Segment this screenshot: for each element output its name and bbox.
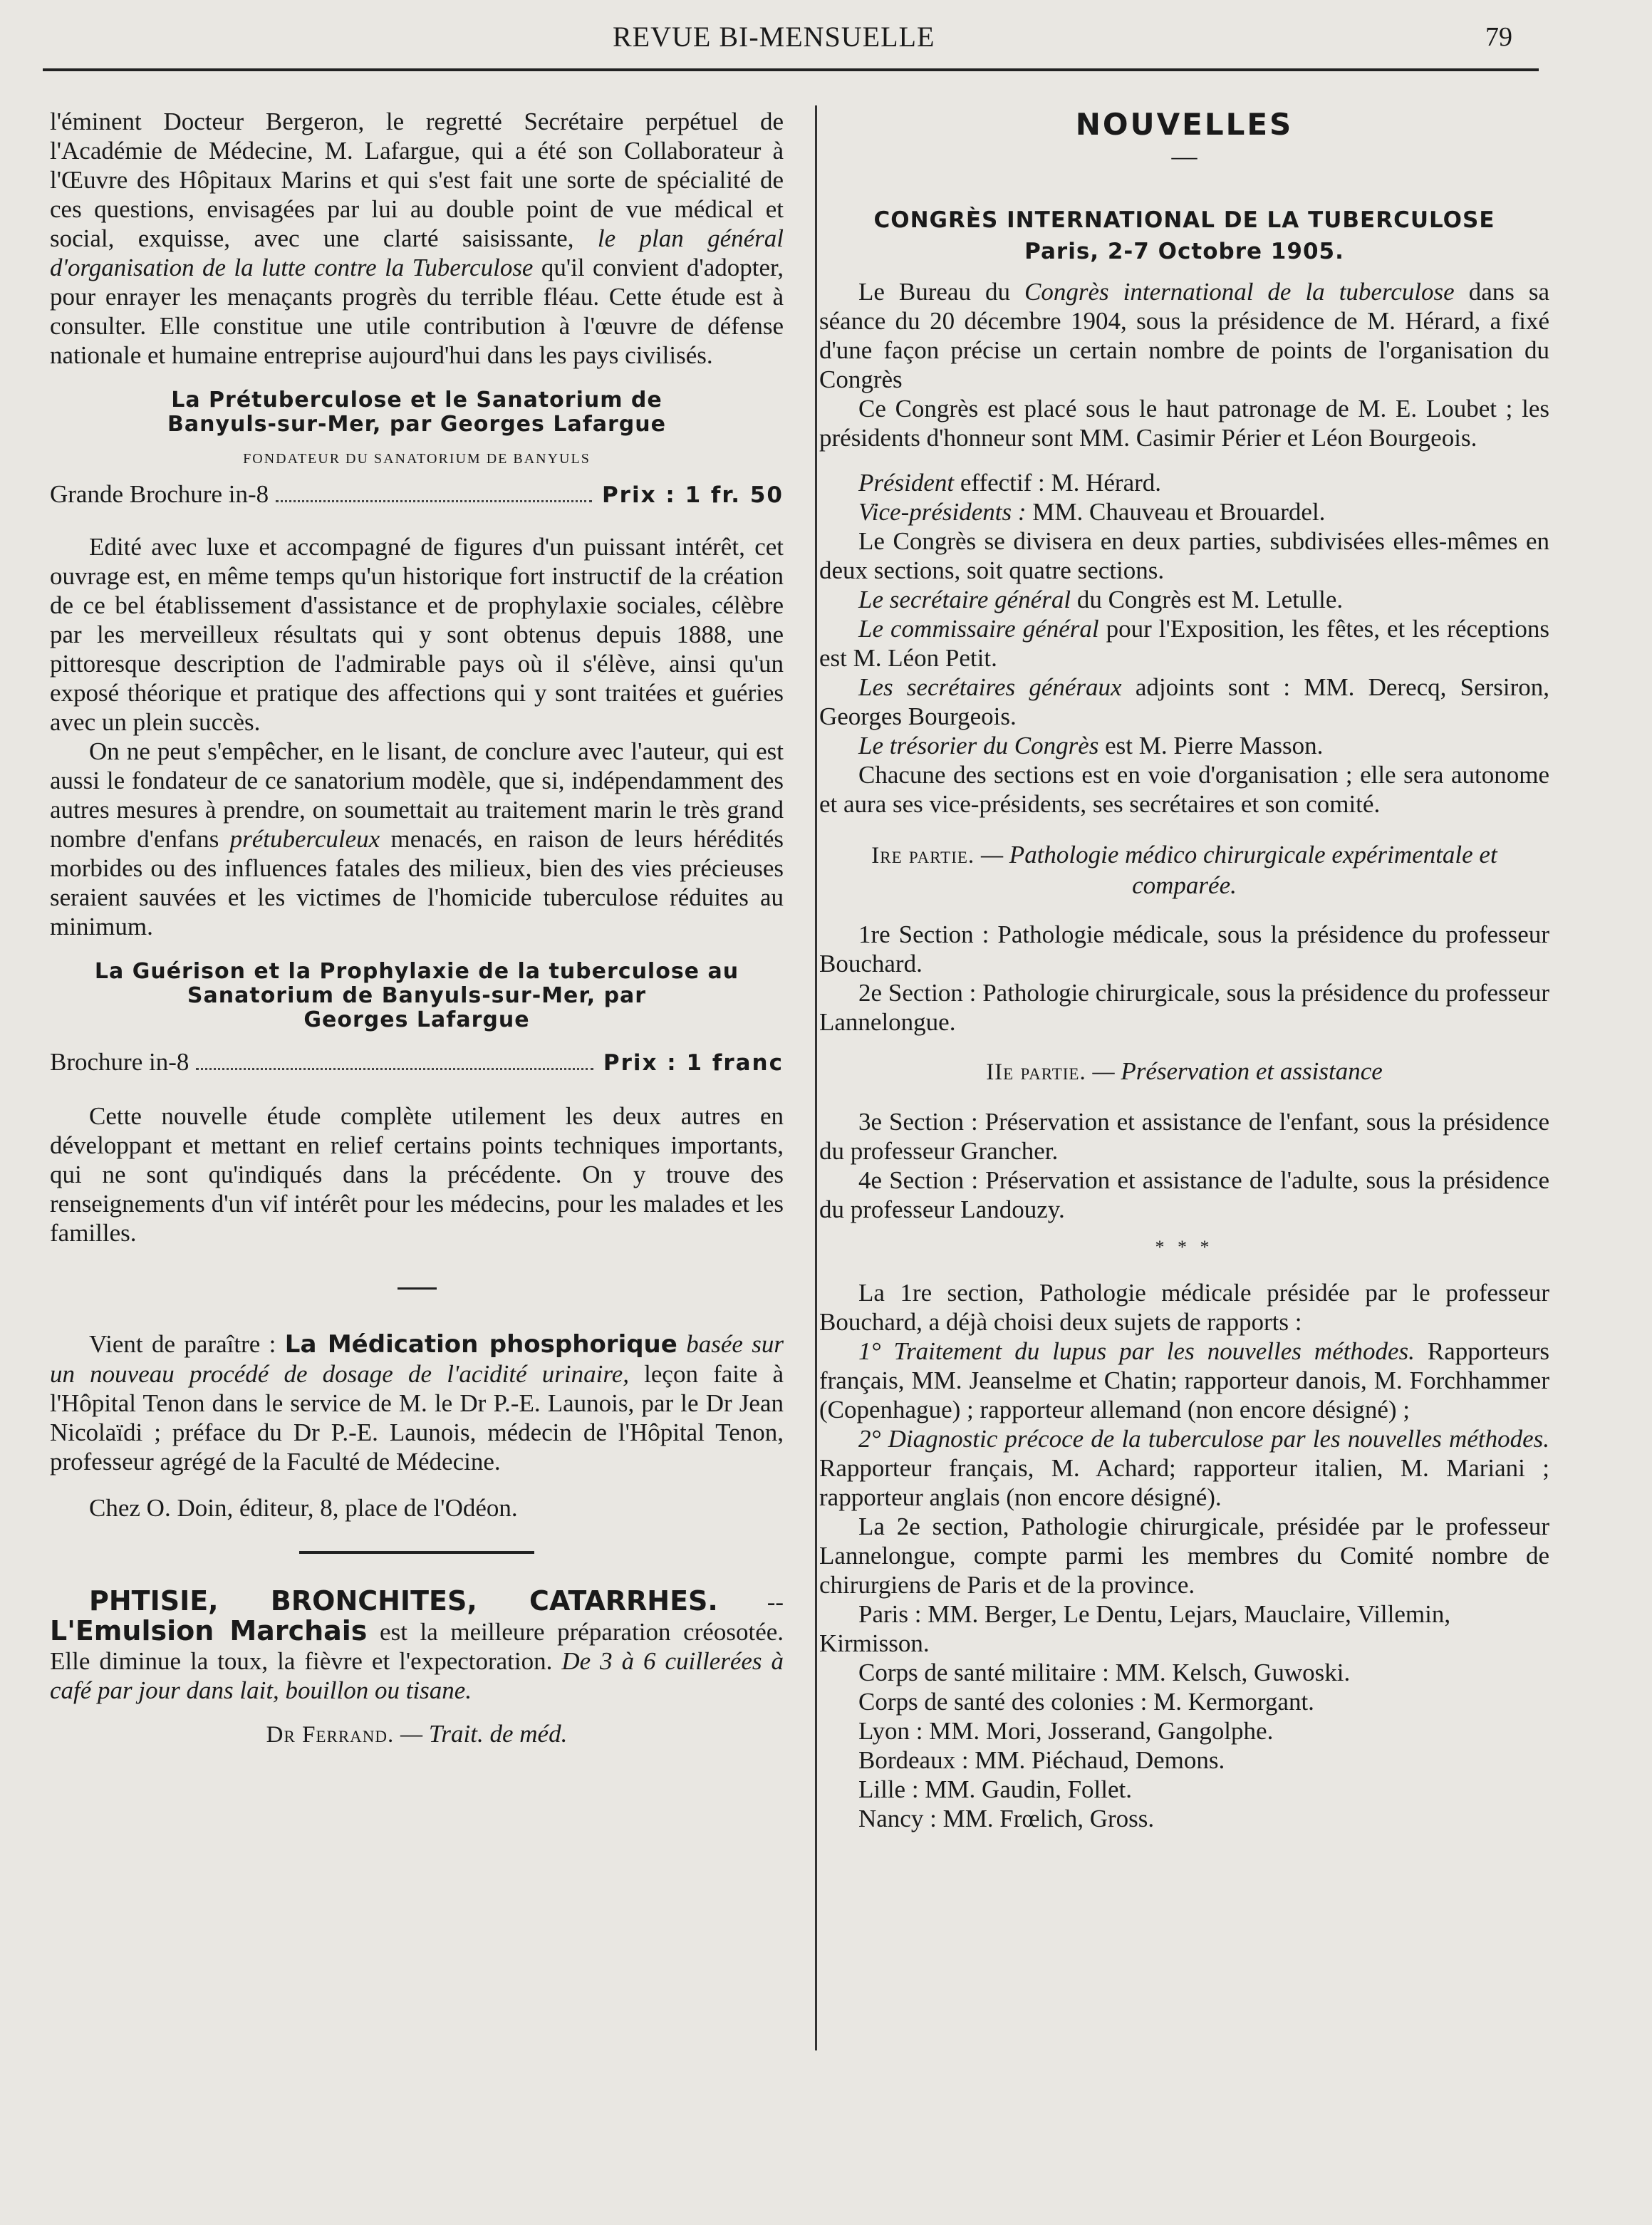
book2-price-row: Brochure in-8 Prix : 1 franc: [50, 1048, 784, 1076]
member-line: Corps de santé militaire : MM. Kelsch, Guwoski.: [858, 1659, 1351, 1686]
section-1: 1re Section : Pathologie médicale, sous la présidence du professeur Bouchard.: [819, 920, 1549, 977]
congress-patronage: Ce Congrès est placé sous le haut patronage de M. E. Loubet ; les présidents d'honneur sont MM. Casimir Périer et Léon Bourgeois.: [819, 395, 1549, 452]
header-rule: [43, 68, 1539, 71]
congress-title: CONGRÈS INTERNATIONAL DE LA TUBERCULOSE: [873, 207, 1495, 233]
book1-subtitle: FONDATEUR DU SANATORIUM DE BANYULS: [243, 451, 591, 467]
role-line: Président effectif : M. Hérard.: [858, 469, 1162, 497]
book1-description: Edité avec luxe et accompagné de figures d'un puissant intérêt, cet ouvrage est, en même temps qu'un historique fort instructif de la création de ce bel établissement d'assistance et de prophylaxie sociales, célèbre par les merveilleux résultats qui y sont obtenus depuis 1888, une pittoresque description de l'admirable pays où il s'élève, ainsi qu'un exposé théorique et pratique des affections qui y sont traitées et guéries avec un plein succès.: [50, 533, 784, 736]
section2-committee: La 2e section, Pathologie chirurgicale, présidée par le professeur Lannelongue, compte parmi les membres du Comité nombre de chirurgiens de Paris et de la province.: [819, 1513, 1549, 1599]
role-line: Le commissaire général pour l'Exposition, les fêtes, et les réceptions est M. Léon Petit.: [819, 615, 1550, 672]
role-line: Chacune des sections est en voie d'organisation ; elle sera autonome et aura ses vice-présidents, ses secrétaires et son comité.: [819, 761, 1549, 818]
ad-attribution: Dr Ferrand. — Trait. de méd.: [266, 1720, 568, 1748]
book2-description: Cette nouvelle étude complète utilement les deux autres en développant et mettant en relief certains points techniques importants, qui ne sont qu'indiqués dans la précédente. On y trouve des renseignements d'un vif intérêt pour les médecins, pour les malades et les familles.: [50, 1102, 784, 1247]
member-line: Corps de santé des colonies : M. Kermorgant.: [858, 1688, 1314, 1716]
book1-price-row: Grande Brochure in-8 Prix : 1 fr. 50: [50, 480, 784, 508]
title-dash: —: [1171, 142, 1198, 170]
left-column: [50, 107, 784, 1750]
book1-conclusion: On ne peut s'empêcher, en le lisant, de conclure avec l'auteur, qui est aussi le fondateur de ce sanatorium modèle, que si, indépendamment des autres mesures à prendre, on soumettait au traitement marin le très grand nombre d'enfans prétuberculeux menacés, en raison de leurs hérédités morbides ou des influences fatales des milieux, bien des vies précieuses seraient sauvées et les victimes de l'homicide tuberculose réduites au minimum.: [50, 737, 784, 940]
congress-intro: Le Bureau du Congrès international de la tuberculose dans sa séance du 20 décembre 1904, sous la présidence de M. Hérard, a fixé d'une façon précise un certain nombre de points de l'organisation du Congrès: [819, 278, 1550, 393]
congress-roles: [819, 468, 1549, 819]
section1-report-intro: La 1re section, Pathologie médicale présidée par le professeur Bouchard, a déjà choisi deux sujets de rapports :: [819, 1279, 1549, 1336]
member-line: Paris : MM. Berger, Le Dentu, Lejars, Mauclaire, Villemin, Kirmisson.: [819, 1600, 1451, 1657]
section-4: 4e Section : Préservation et assistance de l'adulte, sous la présidence du professeur Landouzy.: [819, 1166, 1549, 1223]
congress-place: Paris, 2-7 Octobre 1905.: [1024, 239, 1344, 264]
role-line: Les secrétaires généraux adjoints sont : MM. Derecq, Sersiron, Georges Bourgeois.: [819, 673, 1550, 730]
asterism: * * *: [1155, 1237, 1214, 1257]
book2-title: La Guérison et la Prophylaxie de la tuberculose au Sanatorium de Banyuls-sur-Mer, par Georges Lafargue: [94, 959, 739, 1032]
report-topic-2: 2° Diagnostic précoce de la tuberculose par les nouvelles méthodes. Rapporteur français, M. Achard; rapporteur italien, M. Mariani ; rapporteur anglais (non encore désigné).: [819, 1425, 1549, 1511]
page-number: 79: [1485, 22, 1512, 52]
member-line: Lille : MM. Gaudin, Follet.: [858, 1775, 1133, 1803]
publisher-line: Chez O. Doin, éditeur, 8, place de l'Odéon.: [89, 1494, 518, 1522]
part1-heading: Ire partie. — Pathologie médico chirurgicale expérimentale et comparée.: [871, 841, 1497, 899]
role-line: Vice-présidents : MM. Chauveau et Brouardel.: [858, 498, 1326, 526]
intro-paragraph: l'éminent Docteur Bergeron, le regretté Secrétaire perpétuel de l'Académie de Médecine, M. Lafargue, qui a été son Collaborateur à l'Œuvre des Hôpitaux Marins et qui s'est fait une sorte de spécialité de ces questions, envisagées par lui au double point de vue médical et social, exquisse, avec une clarté saisissante, le plan général d'organisation de la lutte contre la Tuberculose qu'il convient d'adopter, pour enrayer les menaçants progrès du terrible fléau. Cette étude est à consulter. Elle constitue une utile contribution à l'œuvre de défense nationale et humaine entreprise aujourd'hui dans les pays civilisés.: [50, 108, 784, 369]
section-3: 3e Section : Préservation et assistance de l'enfant, sous la présidence du professeur Grancher.: [819, 1108, 1549, 1165]
right-column: [819, 107, 1549, 1833]
role-line: Le trésorier du Congrès est M. Pierre Masson.: [858, 732, 1324, 759]
report-topic-1: 1° Traitement du lupus par les nouvelles méthodes. Rapporteurs français, MM. Jeanselme et Chatin; rapporteur danois, M. Forchhammer (Copenhague) ; rapporteur allemand (non encore désigné) ;: [819, 1337, 1549, 1423]
running-header: REVUE BI-MENSUELLE: [613, 21, 935, 53]
member-line: Bordeaux : MM. Piéchaud, Demons.: [858, 1746, 1225, 1774]
notice-paragraph: Vient de paraître : La Médication phosphorique basée sur un nouveau procédé de dosage de l'acidité urinaire, leçon faite à l'Hôpital Tenon dans le service de M. le Dr P.-E. Launois, par le Dr Jean Nicolaïdi ; préface du Dr P.-E. Launois, médecin de l'Hôpital Tenon, professeur agrégé de la Faculté de Médecine.: [50, 1330, 784, 1475]
role-line: Le Congrès se divisera en deux parties, subdivisées elles-mêmes en deux sections, soit quatre sections.: [819, 527, 1549, 584]
advertisement: PHTISIE, BRONCHITES, CATARRHES. -- L'Emulsion Marchais est la meilleure préparation créosotée. Elle diminue la toux, la fièvre et l'expectoration. De 3 à 6 cuillerées à café par jour dans lait, bouillon ou tisane.: [50, 1585, 784, 1704]
committee-members: [819, 1599, 1549, 1833]
member-line: Lyon : MM. Mori, Josserand, Gangolphe.: [858, 1717, 1274, 1745]
column-divider: [815, 105, 817, 2050]
section-2: 2e Section : Pathologie chirurgicale, sous la présidence du professeur Lannelongue.: [819, 979, 1549, 1036]
book1-title: La Prétuberculose et le Sanatorium de Banyuls-sur-Mer, par Georges Lafargue: [167, 388, 666, 437]
part2-heading: IIe partie. — Préservation et assistance: [986, 1057, 1383, 1085]
section-title: NOUVELLES: [1075, 107, 1294, 142]
member-line: Nancy : MM. Frœlich, Gross.: [858, 1805, 1155, 1832]
role-line: Le secrétaire général du Congrès est M. Letulle.: [858, 586, 1344, 613]
